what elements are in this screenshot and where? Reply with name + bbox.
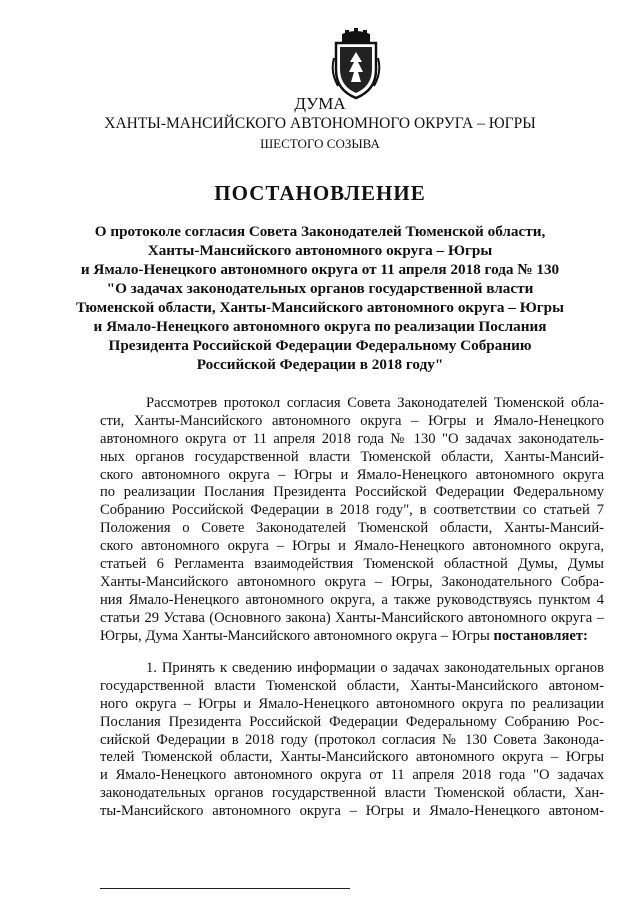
body-line: ского автономного округа – Югры и Ямало-Ненецкого автономного округа, — [100, 538, 604, 555]
title-line: и Ямало-Ненецкого автономного округа по реализации Послания — [93, 318, 547, 335]
title-line: "О задачах законодательных органов государственной власти — [106, 280, 534, 297]
organization-region: ХАНТЫ-МАНСИЙСКОГО АВТОНОМНОГО ОКРУГА – ЮГРЫ — [104, 115, 536, 132]
body-line: Собранию Российской Федерации в 2018 году", в соответствии со статьей 7 — [100, 502, 604, 519]
body-line: автономного округа от 11 апреля 2018 года № 130 "О задачах законодатель- — [100, 430, 604, 447]
body-line: сийской Федерации в 2018 году (протокол согласия № 130 Совета Законода- — [100, 731, 604, 748]
body-line: Послания Президента Российской Федерации Федеральному Собранию Рос- — [100, 713, 604, 730]
title-line: Тюменской области, Ханты-Мансийского автономного округа – Югры — [75, 299, 564, 316]
footnote-divider — [100, 888, 350, 889]
title-line: Российской Федерации в 2018 году" — [196, 356, 444, 373]
body-line: статьи 29 Устава (Основного закона) Ханты-Мансийского автономного округа – — [100, 609, 604, 626]
organization-name: ДУМА — [294, 94, 346, 113]
body-line: ных органов государственной власти Тюменской области, Ханты-Мансий- — [100, 448, 604, 465]
title-line: Президента Российской Федерации Федеральному Собранию — [108, 337, 532, 354]
body-line: ния Ямало-Ненецкого автономного округа, а также руководствуясь пунктом 4 — [100, 591, 604, 608]
coat-of-arms-icon — [328, 28, 384, 100]
body-line: ного округа – Югры и Ямало-Ненецкого автономного округа по реализации — [100, 695, 604, 712]
body-line: законодательных органов государственной власти Тюменской области, Хан- — [100, 785, 604, 802]
body-line: 1. Принять к сведению информации о задачах законодательных органов — [146, 660, 604, 676]
body-line: статьей 6 Регламента взаимодействия Тюменской областной Думы, Думы — [100, 556, 604, 573]
title-line: и Ямало-Ненецкого автономного округа от 11 апреля 2018 года № 130 — [80, 261, 560, 278]
title-line: Ханты-Мансийского автономного округа – Югры — [147, 242, 493, 259]
body-line: государственной власти Тюменской области, Ханты-Мансийского автоном- — [100, 677, 604, 694]
title-line: О протоколе согласия Совета Законодателей Тюменской области, — [94, 223, 546, 240]
body-line: ского автономного округа – Югры и Ямало-Ненецкого автономного округа — [100, 466, 604, 483]
item-1-paragraph — [100, 660, 604, 821]
body-line: и Ямало-Ненецкого автономного округа от 11 апреля 2018 года "О задачах — [100, 767, 604, 784]
document-type-heading: ПОСТАНОВЛЕНИЕ — [214, 181, 426, 205]
body-line-last — [100, 628, 604, 646]
body-line: Положения о Совете Законодателей Тюменской области, Ханты-Мансий- — [100, 520, 604, 537]
body-line: телей Тюменской области, Ханты-Мансийского автономного округа – Югры — [100, 749, 604, 766]
body-line: по реализации Послания Президента Российской Федерации Федеральному — [100, 484, 604, 501]
convocation-label: ШЕСТОГО СОЗЫВА — [260, 136, 380, 151]
body-line-text: Югры, Дума Ханты-Мансийского автономного округа – Югры — [100, 627, 490, 644]
body-line: Ханты-Мансийского автономного округа – Югры, Законодательного Собра- — [100, 573, 604, 590]
preamble-paragraph — [100, 395, 604, 645]
body-line: сти, Ханты-Мансийского автономного округа – Югры и Ямало-Ненецкого — [100, 412, 604, 429]
body-line: ты-Мансийского автономного округа – Югры и Ямало-Ненецкого автоном- — [100, 803, 604, 820]
body-line: Рассмотрев протокол согласия Совета Законодателей Тюменской обла- — [146, 395, 604, 411]
resolves-keyword: постановляет: — [493, 627, 588, 644]
